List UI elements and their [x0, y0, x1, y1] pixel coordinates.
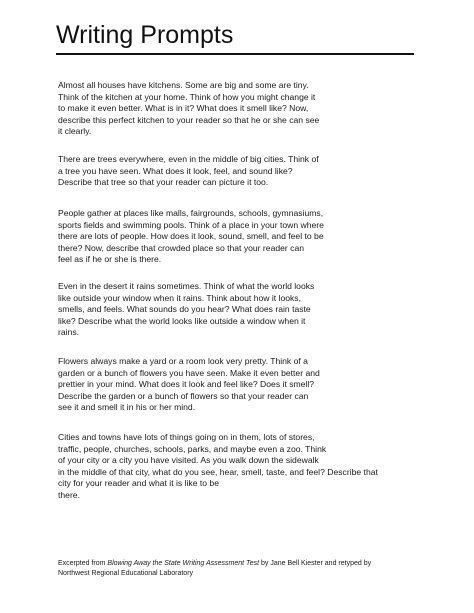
- prompt-line: like outside your window when it rains. Think about how it looks,: [58, 292, 301, 303]
- prompt-line: like? Describe what the world looks like outside a window when it: [58, 315, 306, 326]
- prompt-kitchen: [58, 80, 398, 138]
- source-citation: [58, 559, 418, 578]
- prompt-line: smells, and feels. What sounds do you hear? What does rain taste: [58, 304, 311, 314]
- prompt-line: Even in the desert it rains sometimes. Think of what the world looks: [58, 281, 315, 291]
- prompt-line: Cities and towns have lots of things going on in them, lots of stores,: [58, 432, 315, 442]
- prompt-line: Think of the kitchen at your home. Think of how you might change it: [58, 91, 316, 102]
- prompt-line: traffic, people, churches, schools, parks, and maybe even a zoo. Think: [58, 443, 327, 454]
- prompt-crowded-place: [58, 208, 398, 266]
- prompt-line: sports fields and swimming pools. Think of a place in your town where: [58, 219, 324, 230]
- prompt-flowers: [58, 356, 398, 414]
- prompt-line: describe this perfect kitchen to your reader so that he or she can see: [58, 114, 320, 125]
- prompt-line: prettier in your mind. What does it look and feel like? Does it smell?: [58, 379, 315, 389]
- title-underline: [56, 53, 414, 55]
- prompt-line: Flowers always make a yard or a room look very pretty. Think of a: [58, 356, 308, 366]
- prompt-line: it clearly.: [58, 126, 92, 136]
- prompt-line: garden or a bunch of flowers you have seen. Make it even better and: [58, 367, 320, 378]
- citation-line-1: [58, 559, 418, 569]
- prompt-line: there.: [58, 489, 80, 500]
- prompt-line: in the middle of that city, what do you see, hear, smell, taste, and feel? Describe that: [58, 466, 378, 477]
- prompt-line: of your city or a city you have visited. As you walk down the sidewalk: [58, 455, 319, 465]
- prompt-line: There are trees everywhere, even in the middle of big cities. Think of: [58, 154, 319, 164]
- prompt-line: Describe the garden or a bunch of flowers so that your reader can: [58, 390, 309, 401]
- citation-suffix: by Jane Bell Kiester and retyped by: [259, 560, 372, 567]
- prompt-line: city for your reader and what it is like to be: [58, 478, 219, 488]
- prompt-line: there are lots of people. How does it look, sound, smell, and feel to be: [58, 231, 324, 241]
- citation-book-title: Blowing Away the State Writing Assessment Test: [107, 560, 260, 567]
- prompt-line: to make it even better. What is in it? What does it smell like? Now,: [58, 103, 309, 113]
- prompt-tree: [58, 154, 398, 189]
- prompt-line: Describe that tree so that your reader can picture it too.: [58, 177, 269, 187]
- prompt-city: [58, 432, 398, 501]
- citation-prefix: Excerpted from: [58, 560, 108, 567]
- prompt-line: Almost all houses have kitchens. Some are big and some are tiny.: [58, 80, 309, 90]
- prompt-line: there? Now, describe that crowded place so that your reader can: [58, 242, 305, 253]
- prompt-line: a tree you have seen. What does it look, feel, and sound like?: [58, 165, 293, 176]
- citation-line-2: Northwest Regional Educational Laboratory: [58, 569, 194, 577]
- page-title: Writing Prompts: [56, 21, 234, 49]
- prompt-line: rains.: [58, 327, 80, 337]
- prompt-line: feel as if he or she is there.: [58, 254, 162, 264]
- prompt-rain: [58, 281, 398, 339]
- prompt-line: People gather at places like malls, fairgrounds, schools, gymnasiums,: [58, 208, 324, 218]
- prompt-line: see it and smell it in his or her mind.: [58, 402, 196, 412]
